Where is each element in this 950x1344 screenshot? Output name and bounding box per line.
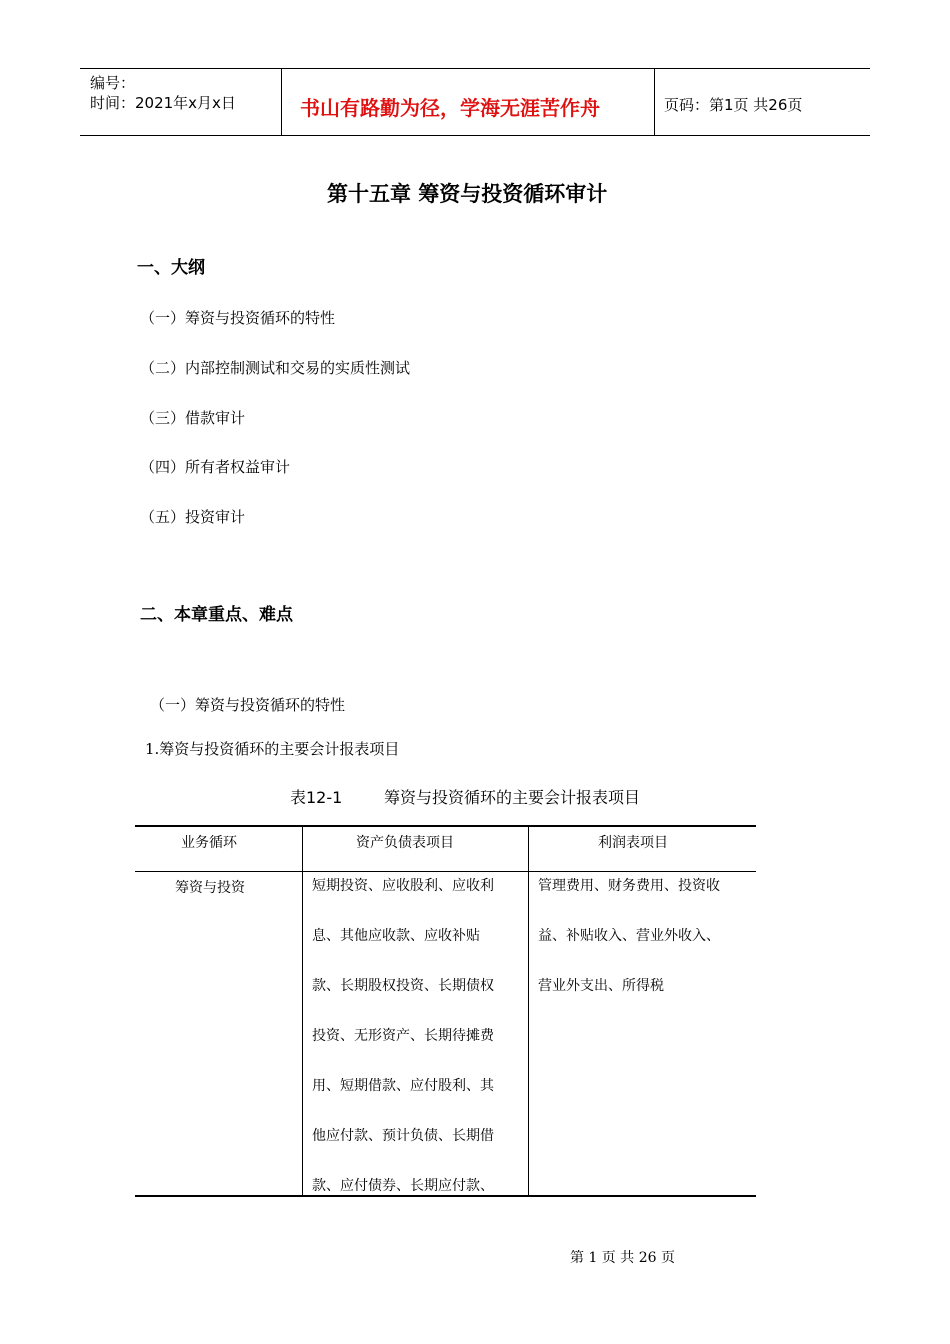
header-divider-left bbox=[281, 68, 282, 136]
header-bottom-rule bbox=[80, 135, 870, 136]
header-date-label: 时间：2021年x月x日 bbox=[90, 94, 236, 112]
table-col-divider-1 bbox=[302, 826, 303, 1196]
table-header-income: 利润表项目 bbox=[598, 835, 668, 851]
outline-item-1: （一）筹资与投资循环的特性 bbox=[140, 309, 336, 327]
header-page-info: 页码：第1页 共26页 bbox=[664, 96, 803, 114]
balance-line: 用、短期借款、应付股利、其 bbox=[312, 1078, 494, 1094]
table-header-cycle: 业务循环 bbox=[181, 835, 237, 851]
section2-heading: 二、本章重点、难点 bbox=[140, 605, 293, 625]
page-footer: 第 1 页 共 26 页 bbox=[570, 1250, 675, 1266]
table-col-divider-2 bbox=[528, 826, 529, 1196]
balance-line: 款、长期股权投资、长期债权 bbox=[312, 978, 494, 994]
outline-item-3: （三）借款审计 bbox=[140, 409, 246, 427]
balance-line: 短期投资、应收股利、应收利 bbox=[312, 878, 494, 894]
balance-line: 息、其他应收款、应收补贴 bbox=[312, 928, 480, 944]
header-top-rule bbox=[80, 68, 870, 69]
table-caption-number: 表12-1 bbox=[290, 788, 343, 807]
outline-item-5: （五）投资审计 bbox=[140, 508, 246, 526]
header-number-label: 编号： bbox=[90, 74, 136, 92]
header-motto: 书山有路勤为径，学海无涯苦作舟 bbox=[300, 96, 600, 120]
outline-item-2: （二）内部控制测试和交易的实质性测试 bbox=[140, 359, 411, 377]
balance-line: 投资、无形资产、长期待摊费 bbox=[312, 1028, 494, 1044]
header-divider-right bbox=[654, 68, 655, 136]
income-line: 营业外支出、所得税 bbox=[538, 978, 664, 994]
outline-item-4: （四）所有者权益审计 bbox=[140, 458, 291, 476]
table-header-balance: 资产负债表项目 bbox=[356, 835, 454, 851]
income-line: 管理费用、财务费用、投资收 bbox=[538, 878, 720, 894]
balance-line: 款、应付债券、长期应付款、 bbox=[312, 1178, 494, 1194]
chapter-title: 第十五章 筹资与投资循环审计 bbox=[327, 182, 608, 206]
balance-line: 他应付款、预计负债、长期借 bbox=[312, 1128, 494, 1144]
table-top-rule bbox=[135, 825, 756, 827]
table-cell-cycle: 筹资与投资 bbox=[175, 880, 245, 896]
section1-heading: 一、大纲 bbox=[137, 258, 205, 278]
section2-subheading: （一）筹资与投资循环的特性 bbox=[150, 696, 346, 714]
table-caption-title: 筹资与投资循环的主要会计报表项目 bbox=[384, 788, 641, 807]
section2-point1: 1.筹资与投资循环的主要会计报表项目 bbox=[145, 740, 400, 758]
income-line: 益、补贴收入、营业外收入、 bbox=[538, 928, 720, 944]
